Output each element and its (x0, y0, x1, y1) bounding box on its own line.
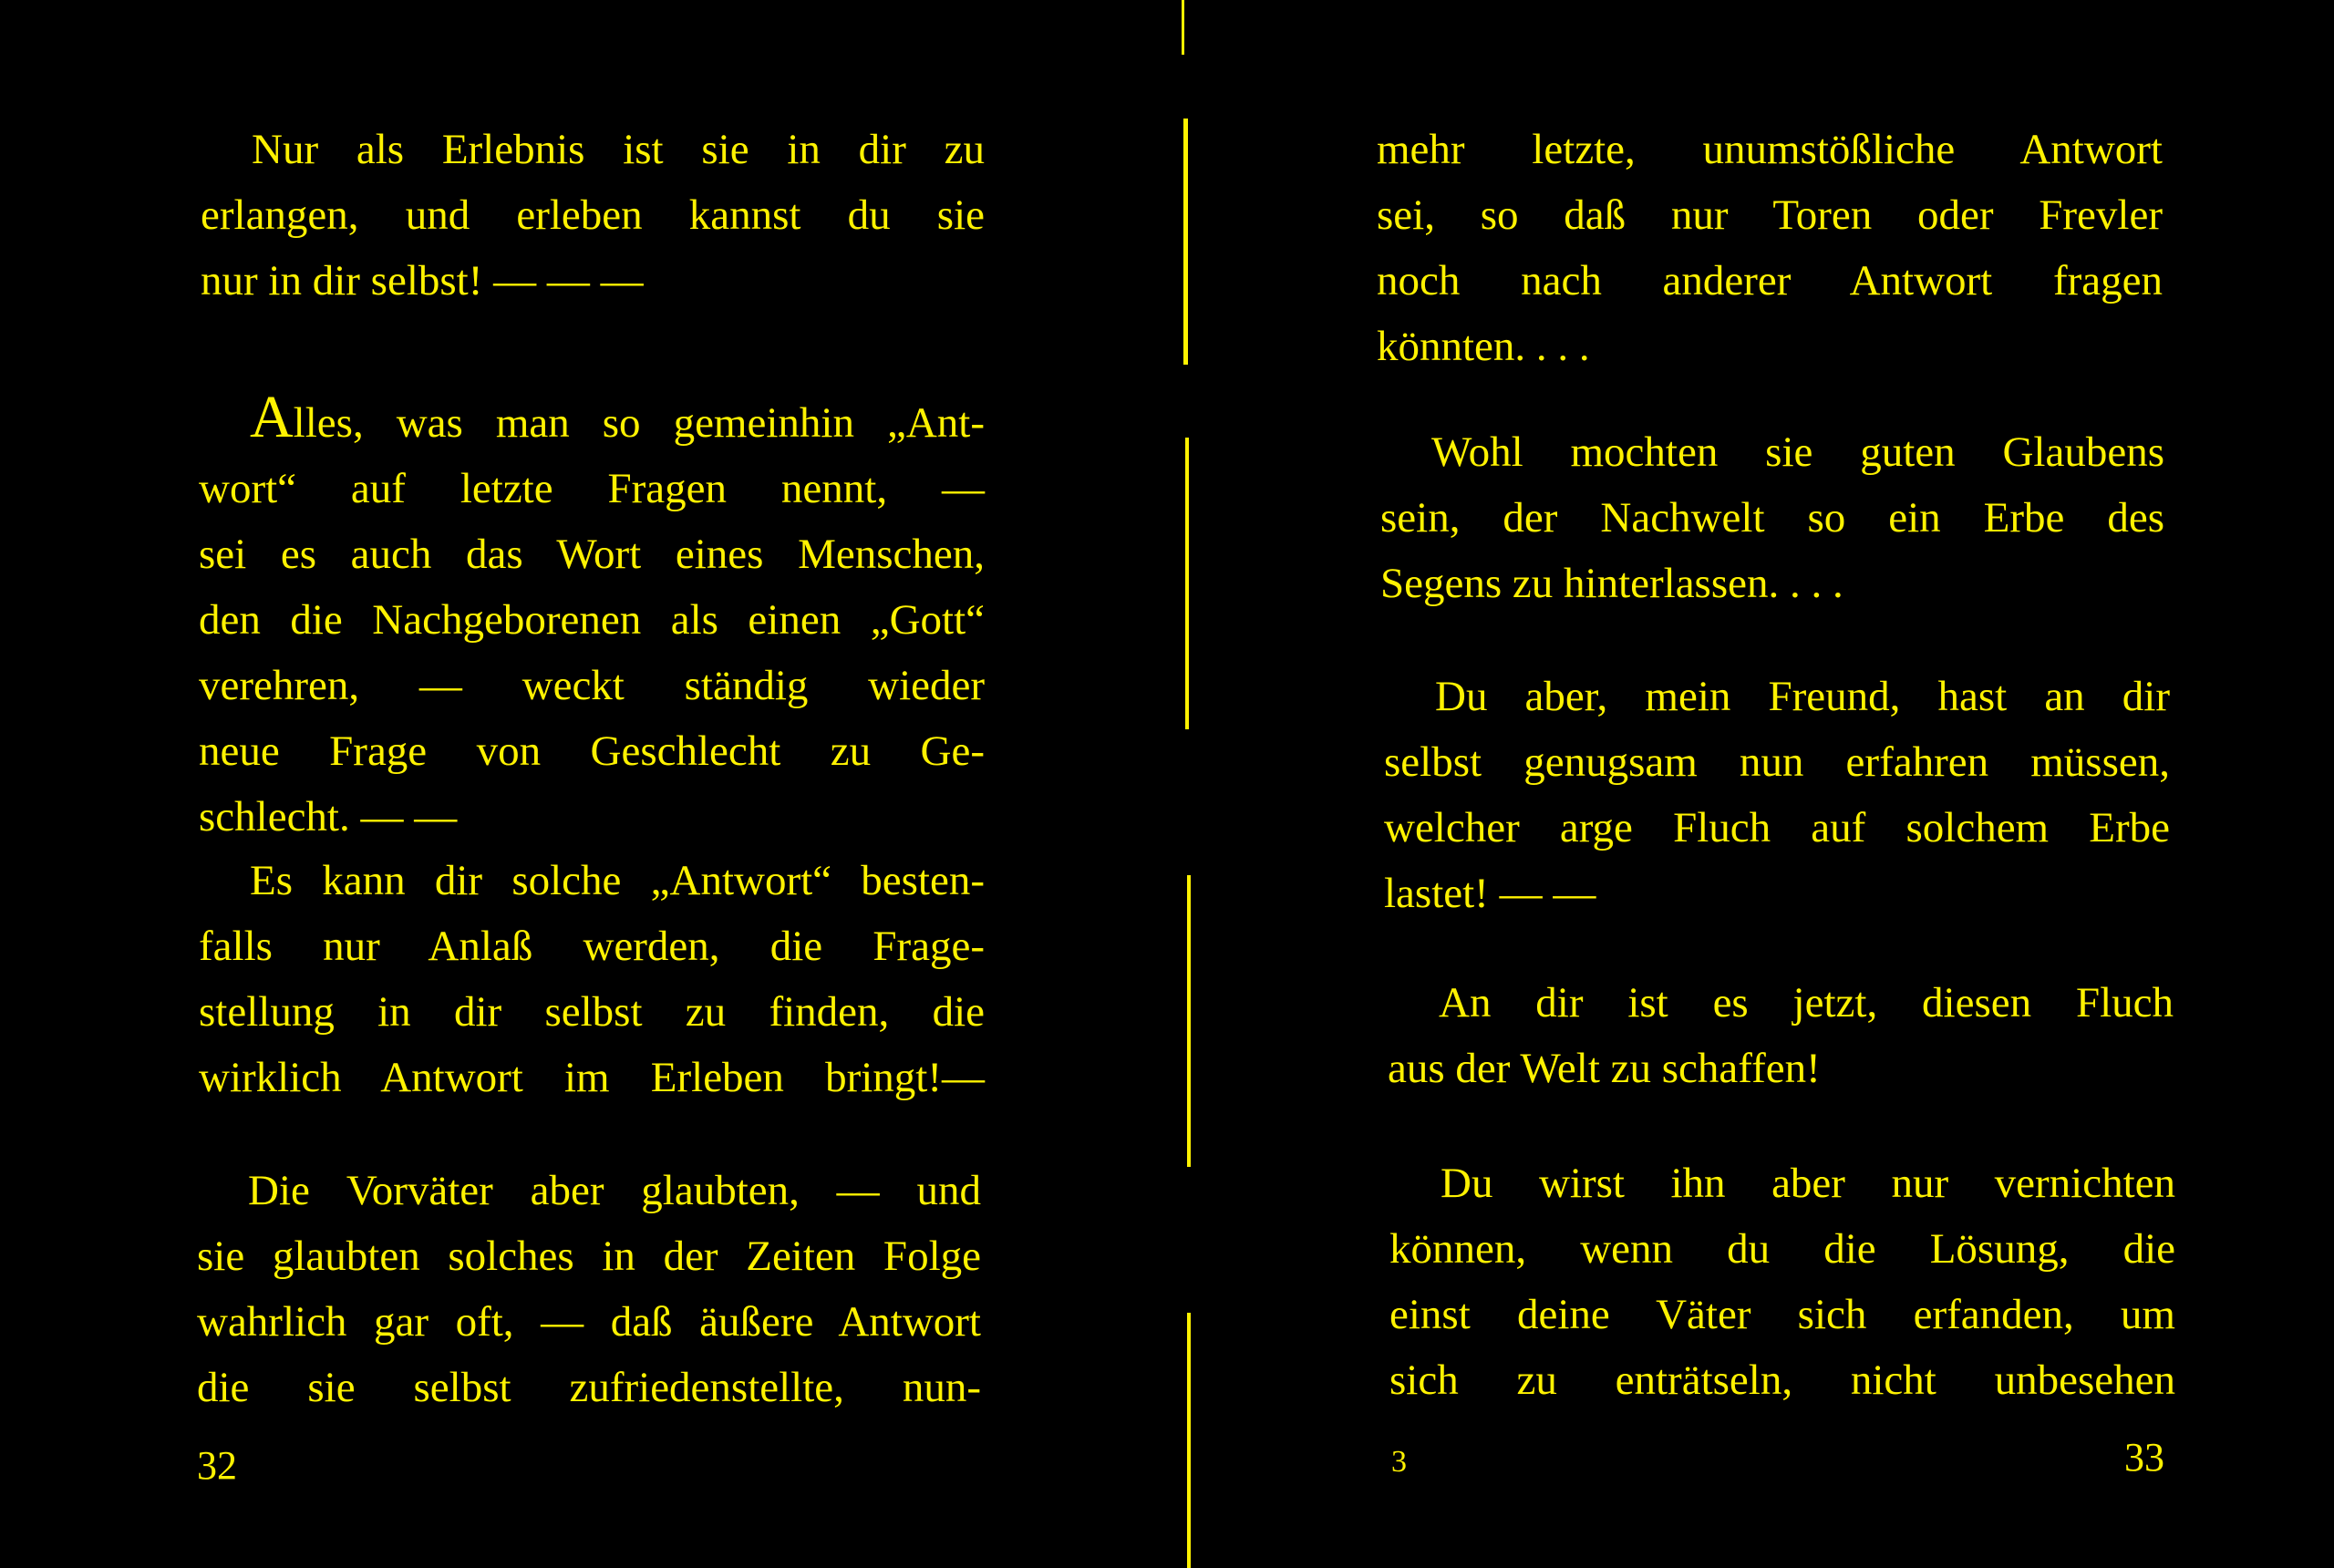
text-line: An dir ist es jetzt, diesen Fluch (1439, 979, 2174, 1026)
signature-mark: 3 (1391, 1445, 1407, 1479)
gutter-shadow (1182, 0, 1184, 55)
right-paragraph-5 (1389, 1150, 2175, 1413)
gutter-shadow (1183, 119, 1188, 365)
text-line: welcher arge Fluch auf solchem Erbe (1384, 804, 2170, 851)
left-paragraph-1 (201, 117, 985, 314)
text-line: die sie selbst zufriedenstellte, nun- (197, 1364, 981, 1411)
text-line: lastet! — — (1384, 870, 1596, 917)
page-number-left: 32 (197, 1443, 237, 1488)
text-line: falls nur Anlaß werden, die Frage- (199, 923, 985, 970)
text-line: nur in dir selbst! — — — (201, 257, 644, 304)
text-line: Nur als Erlebnis ist sie in dir zu (252, 126, 985, 173)
text-line: Du wirst ihn aber nur vernichten (1441, 1160, 2175, 1207)
gutter-shadow (1187, 1313, 1191, 1568)
text-line: Die Vorväter aber glaubten, — und (248, 1167, 981, 1214)
text-line: aus der Welt zu schaffen! (1388, 1045, 1821, 1092)
text-line: stellung in dir selbst zu finden, die (199, 988, 985, 1036)
right-paragraph-3 (1384, 664, 2170, 926)
text-line: neue Frage von Geschlecht zu Ge- (199, 727, 985, 775)
text-line: sich zu enträtseln, nicht unbesehen (1389, 1357, 2175, 1404)
gutter-shadow (1187, 875, 1191, 1167)
text-line: Segens zu hinterlassen. . . . (1380, 560, 1843, 607)
text-line: Wohl mochten sie guten Glaubens (1431, 428, 2164, 476)
text-line: verehren, — weckt ständig wieder (199, 662, 985, 709)
right-paragraph-1 (1377, 117, 2163, 379)
text-line: erlangen, und erleben kannst du sie (201, 191, 985, 239)
text-line: einst deine Väter sich erfanden, um (1389, 1291, 2175, 1338)
text-line: mehr letzte, unumstößliche Antwort (1377, 126, 2163, 173)
drop-cap: A (250, 384, 294, 450)
gutter-shadow (1185, 438, 1189, 729)
text-line: selbst genugsam nun erfahren müssen, (1384, 738, 2170, 786)
text-line: wort“ auf letzte Fragen nennt, — (199, 465, 985, 512)
left-paragraph-2 (199, 384, 985, 850)
text-line: Es kann dir solche „Antwort“ besten- (250, 857, 985, 904)
right-paragraph-4 (1388, 970, 2174, 1101)
text-line: Alles, was man so gemeinhin „Ant- (250, 384, 985, 450)
text-line: können, wenn du die Lösung, die (1389, 1225, 2175, 1273)
left-paragraph-4 (197, 1158, 981, 1420)
text-line: wahrlich gar oft, — daß äußere Antwort (197, 1298, 981, 1346)
text-line: sie glaubten solches in der Zeiten Folge (197, 1233, 981, 1280)
page-number-right: 33 (2124, 1435, 2164, 1480)
book-gutter (1176, 0, 1194, 1568)
text-line: sei, so daß nur Toren oder Frevler (1377, 191, 2163, 239)
left-paragraph-3 (199, 848, 985, 1110)
text-line: wirklich Antwort im Erleben bringt!— (199, 1054, 985, 1101)
text-line: sein, der Nachwelt so ein Erbe des (1380, 494, 2164, 542)
text-line: könnten. . . . (1377, 323, 1590, 370)
right-paragraph-2 (1380, 419, 2164, 616)
text-line: sei es auch das Wort eines Menschen, (199, 531, 985, 578)
text-line: Du aber, mein Freund, hast an dir (1435, 673, 2170, 720)
text-line: noch nach anderer Antwort fragen (1377, 257, 2163, 304)
text-line: den die Nachgeborenen als einen „Gott“ (199, 596, 985, 644)
right-page (1194, 0, 2334, 1568)
text-line: schlecht. — — (199, 793, 458, 841)
